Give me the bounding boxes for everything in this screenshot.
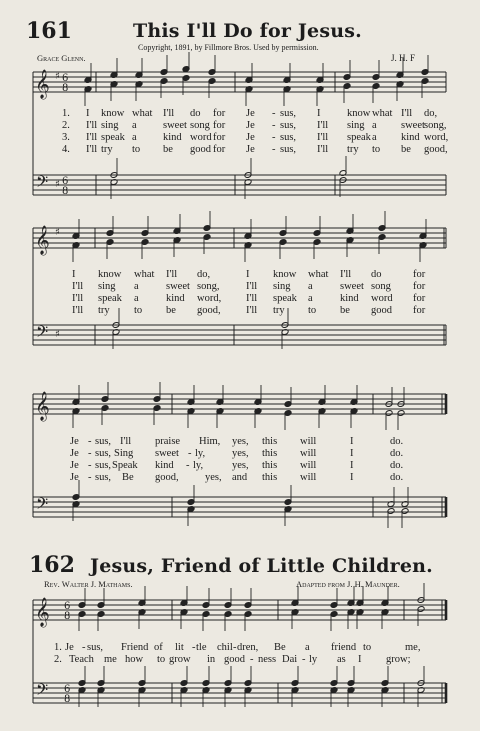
lyric-syllable: kind [166, 293, 185, 304]
lyric-syllable: Speak [112, 460, 138, 471]
lyric-syllable: yes, [232, 436, 249, 447]
lyric-syllable: chil [217, 642, 233, 653]
lyric-syllable: speak [347, 132, 371, 143]
lyric-syllable: good, [155, 472, 179, 483]
lyric-syllable: - [272, 108, 276, 119]
lyric-line [0, 144, 480, 156]
lyric-syllable: sus, [87, 642, 104, 653]
lyric-syllable: sus, [95, 460, 112, 471]
hymn-162-composer: Adapted from J. H. Maunder. [296, 579, 400, 589]
lyric-syllable: sus, [280, 144, 297, 155]
lyric-line [0, 642, 480, 654]
bass-clef-icon: 𝄢 [36, 173, 49, 195]
lyric-syllable: I'll [246, 281, 258, 292]
hymn-161-title: This I'll Do for Jesus. [133, 20, 362, 42]
lyric-syllable: do, [197, 269, 211, 280]
lyric-syllable: I'll [72, 281, 84, 292]
lyric-syllable: 2. [54, 654, 62, 665]
lyric-syllable: will [300, 436, 317, 447]
lyric-syllable: I'll [246, 293, 258, 304]
lyric-syllable: I'll [401, 108, 413, 119]
bass-clef-icon: 𝄢 [36, 495, 49, 517]
lyric-syllable: 1. [62, 108, 70, 119]
lyric-syllable: Je [70, 460, 79, 471]
lyric-syllable: kind [163, 132, 182, 143]
lyric-syllable: for [413, 269, 426, 280]
lyric-syllable: Be [274, 642, 286, 653]
lyric-syllable: I'll [317, 144, 329, 155]
lyric-syllable: this [262, 448, 278, 459]
lyric-line [0, 460, 480, 472]
lyric-syllable: to [308, 305, 317, 316]
lyric-syllable: word, [197, 293, 222, 304]
bass-clef-icon: 𝄢 [36, 323, 49, 345]
lyric-syllable: for [413, 281, 426, 292]
lyric-syllable: be [163, 144, 173, 155]
lyric-syllable: ness [258, 654, 277, 665]
lyric-syllable: what [308, 269, 329, 280]
sharp-icon: ♯ [55, 179, 60, 190]
lyric-syllable: to [134, 305, 143, 316]
lyric-syllable: I [317, 108, 321, 119]
lyric-syllable: sus, [280, 132, 297, 143]
lyric-syllable: a [372, 120, 377, 131]
lyric-syllable: 3. [62, 132, 70, 143]
lyric-syllable: a [132, 132, 137, 143]
lyric-syllable: Je [65, 642, 74, 653]
time-signature-icon: 8 [62, 83, 69, 94]
lyric-line [0, 281, 480, 293]
lyric-syllable: this [262, 436, 278, 447]
lyric-syllable: I [72, 269, 76, 280]
lyric-syllable: to [372, 144, 381, 155]
lyric-syllable: know [98, 269, 122, 280]
time-signature-icon: 8 [64, 694, 71, 705]
lyric-syllable: speak [98, 293, 122, 304]
sharp-icon: ♯ [55, 71, 60, 82]
bass-clef-icon: 𝄢 [36, 681, 49, 703]
lyric-syllable: word, [424, 132, 449, 143]
lyric-syllable: try [273, 305, 285, 316]
treble-clef-icon: 𝄞 [35, 225, 50, 254]
lyric-syllable: I'll [120, 436, 132, 447]
lyric-syllable: I'll [86, 144, 98, 155]
lyric-syllable: yes, [232, 448, 249, 459]
lyric-syllable: try [347, 144, 359, 155]
hymn-162-author: Rev. Walter J. Mathams. [44, 579, 133, 589]
lyric-syllable: I'll [86, 120, 98, 131]
lyric-syllable: be [166, 305, 176, 316]
lyric-syllable: Dai [282, 654, 298, 665]
lyric-syllable: as [337, 654, 346, 665]
lyric-line [0, 132, 480, 144]
lyric-syllable: 2. [62, 120, 70, 131]
lyric-syllable: sweet [340, 281, 364, 292]
lyric-syllable: - [88, 436, 92, 447]
lyric-syllable: I'll [86, 132, 98, 143]
lyric-syllable: - [272, 120, 276, 131]
lyric-line [0, 448, 480, 460]
lyric-syllable: Je [246, 144, 255, 155]
lyric-syllable: Teach [69, 654, 94, 665]
lyric-syllable: good, [197, 305, 221, 316]
lyric-syllable: sus, [95, 472, 112, 483]
lyric-syllable: a [372, 132, 377, 143]
lyric-syllable: me, [405, 642, 421, 653]
lyric-syllable: song [190, 120, 210, 131]
lyric-syllable: I'll [317, 132, 329, 143]
lyric-syllable: good [224, 654, 245, 665]
lyric-syllable: this [262, 472, 278, 483]
lyric-syllable: grow [169, 654, 191, 665]
hymn-162-number: 162 [29, 552, 75, 578]
lyric-syllable: do. [390, 436, 404, 447]
lyric-line [0, 305, 480, 317]
lyric-syllable: praise [155, 436, 181, 447]
lyric-syllable: kind [401, 132, 420, 143]
hymn-161-copyright: Copyright, 1891, by Fillmore Bros. Used by permission. [138, 43, 319, 52]
lyric-syllable: Je [246, 120, 255, 131]
lyric-syllable: I'll [246, 305, 258, 316]
lyric-syllable: I [350, 448, 354, 459]
lyric-syllable: be [401, 144, 411, 155]
hymn-161-number: 161 [26, 18, 72, 44]
lyric-syllable: - [272, 144, 276, 155]
lyric-line [0, 472, 480, 484]
lyric-syllable: to [363, 642, 372, 653]
lyric-syllable: friend [331, 642, 357, 653]
time-signature-icon: 6 [62, 176, 69, 187]
lyric-syllable: a [134, 293, 139, 304]
lyric-syllable: me [104, 654, 117, 665]
lyric-syllable: in [207, 654, 216, 665]
lyric-syllable: a [132, 120, 137, 131]
lyric-syllable: speak [101, 132, 125, 143]
lyric-syllable: do. [390, 460, 404, 471]
lyric-syllable: Je [70, 448, 79, 459]
lyric-syllable: - [186, 460, 190, 471]
lyric-syllable: Friend [121, 642, 149, 653]
lyric-syllable: sus, [280, 120, 297, 131]
lyric-syllable: I [350, 460, 354, 471]
time-signature-icon: 6 [62, 73, 69, 84]
lyric-syllable: Je [70, 436, 79, 447]
lyric-syllable: a [308, 293, 313, 304]
lyric-syllable: to [157, 654, 166, 665]
lyric-syllable: a [308, 281, 313, 292]
lyric-syllable: good [190, 144, 211, 155]
lyric-syllable: I'll [317, 120, 329, 131]
lyric-line [0, 293, 480, 305]
lyric-syllable: ly, [195, 448, 206, 459]
lyric-syllable: for [413, 293, 426, 304]
lyric-syllable: tle [196, 642, 207, 653]
time-signature-icon: 8 [64, 611, 71, 622]
lyric-syllable: sus, [95, 448, 112, 459]
treble-clef-icon: 𝄞 [35, 69, 50, 98]
lyric-syllable: do. [390, 472, 404, 483]
lyric-syllable: song, [197, 281, 220, 292]
lyric-syllable: will [300, 460, 317, 471]
lyric-syllable: know [347, 108, 371, 119]
lyric-syllable: kind [340, 293, 359, 304]
lyric-syllable: I [246, 269, 250, 280]
lyric-syllable: grow; [386, 654, 411, 665]
lyric-line [0, 436, 480, 448]
lyric-syllable: word [190, 132, 212, 143]
treble-clef-icon: 𝄞 [35, 391, 50, 420]
lyric-syllable: - [302, 654, 306, 665]
lyric-syllable: ly [309, 654, 318, 665]
lyric-syllable: what [132, 108, 153, 119]
lyric-syllable: this [262, 460, 278, 471]
lyric-syllable: kind [155, 460, 174, 471]
lyric-syllable: know [273, 269, 297, 280]
lyric-syllable: be [340, 305, 350, 316]
lyric-syllable: I'll [163, 108, 175, 119]
lyric-syllable: song [371, 281, 391, 292]
lyric-syllable: - [82, 642, 86, 653]
lyric-syllable: - [192, 642, 196, 653]
lyric-syllable: what [134, 269, 155, 280]
lyric-line [0, 269, 480, 281]
lyric-syllable: sing [273, 281, 291, 292]
lyric-syllable: sing [98, 281, 116, 292]
lyric-syllable: sus, [280, 108, 297, 119]
lyric-syllable: Him, [199, 436, 221, 447]
lyric-syllable: yes, [232, 460, 249, 471]
lyric-syllable: 1. [54, 642, 62, 653]
lyric-syllable: sing [347, 120, 365, 131]
lyric-syllable: sus, [95, 436, 112, 447]
sharp-icon: ♯ [55, 227, 60, 238]
lyric-syllable: do. [390, 448, 404, 459]
lyric-syllable: lit [175, 642, 184, 653]
lyric-syllable: I [86, 108, 90, 119]
lyric-syllable: sing [101, 120, 119, 131]
lyric-syllable: - [233, 642, 237, 653]
sharp-icon: ♯ [55, 329, 60, 340]
lyric-syllable: for [213, 108, 226, 119]
lyric-syllable: a [305, 642, 310, 653]
hymn-161-author: Grace Glenn. [37, 53, 86, 63]
time-signature-icon: 6 [64, 684, 71, 695]
lyric-line [0, 654, 480, 666]
lyric-syllable: sweet [166, 281, 190, 292]
lyric-syllable: sweet [401, 120, 425, 131]
lyric-syllable: try [101, 144, 113, 155]
lyric-line [0, 120, 480, 132]
lyric-syllable: - [272, 132, 276, 143]
lyric-syllable: Je [246, 108, 255, 119]
lyric-syllable: I [350, 436, 354, 447]
lyric-syllable: I'll [72, 305, 84, 316]
lyric-syllable: to [132, 144, 141, 155]
lyric-syllable: and [232, 472, 248, 483]
lyric-line [0, 108, 480, 120]
lyric-syllable: I'll [166, 269, 178, 280]
lyric-syllable: for [213, 144, 226, 155]
lyric-syllable: sweet [163, 120, 187, 131]
lyric-syllable: yes, [205, 472, 222, 483]
lyric-syllable: - [88, 460, 92, 471]
lyric-syllable: what [372, 108, 393, 119]
lyric-syllable: do, [424, 108, 438, 119]
lyric-syllable: - [250, 654, 254, 665]
lyric-syllable: 4. [62, 144, 70, 155]
lyric-syllable: how [125, 654, 144, 665]
lyric-syllable: Je [70, 472, 79, 483]
time-signature-icon: 6 [64, 601, 71, 612]
lyric-syllable: I'll [72, 293, 84, 304]
hymn-161-composer: J. H. F [391, 53, 416, 63]
treble-clef-icon: 𝄞 [35, 597, 50, 626]
lyric-syllable: - [188, 448, 192, 459]
lyric-syllable: - [88, 448, 92, 459]
lyric-syllable: I'll [340, 269, 352, 280]
lyric-syllable: try [98, 305, 110, 316]
hymn-162-title: Jesus, Friend of Little Children. [90, 555, 433, 577]
lyric-syllable: speak [273, 293, 297, 304]
lyric-syllable: Sing [114, 448, 134, 459]
lyric-syllable: I [350, 472, 354, 483]
lyric-syllable: will [300, 472, 317, 483]
lyric-syllable: will [300, 448, 317, 459]
lyric-syllable: Je [246, 132, 255, 143]
lyric-syllable: I [358, 654, 362, 665]
lyric-syllable: dren, [237, 642, 259, 653]
lyric-syllable: good, [424, 144, 448, 155]
lyric-syllable: sweet [155, 448, 179, 459]
lyric-syllable: for [413, 305, 426, 316]
lyric-syllable: know [101, 108, 125, 119]
lyric-syllable: a [134, 281, 139, 292]
time-signature-icon: 8 [62, 186, 69, 197]
lyric-syllable: do [371, 269, 382, 280]
lyric-syllable: for [213, 120, 226, 131]
lyric-syllable: Be [122, 472, 134, 483]
lyric-syllable: - [88, 472, 92, 483]
lyric-syllable: for [213, 132, 226, 143]
lyric-syllable: of [154, 642, 163, 653]
lyric-syllable: word [371, 293, 393, 304]
lyric-syllable: song, [424, 120, 447, 131]
lyric-syllable: do [190, 108, 201, 119]
lyric-syllable: good [371, 305, 392, 316]
lyric-syllable: ly, [193, 460, 204, 471]
